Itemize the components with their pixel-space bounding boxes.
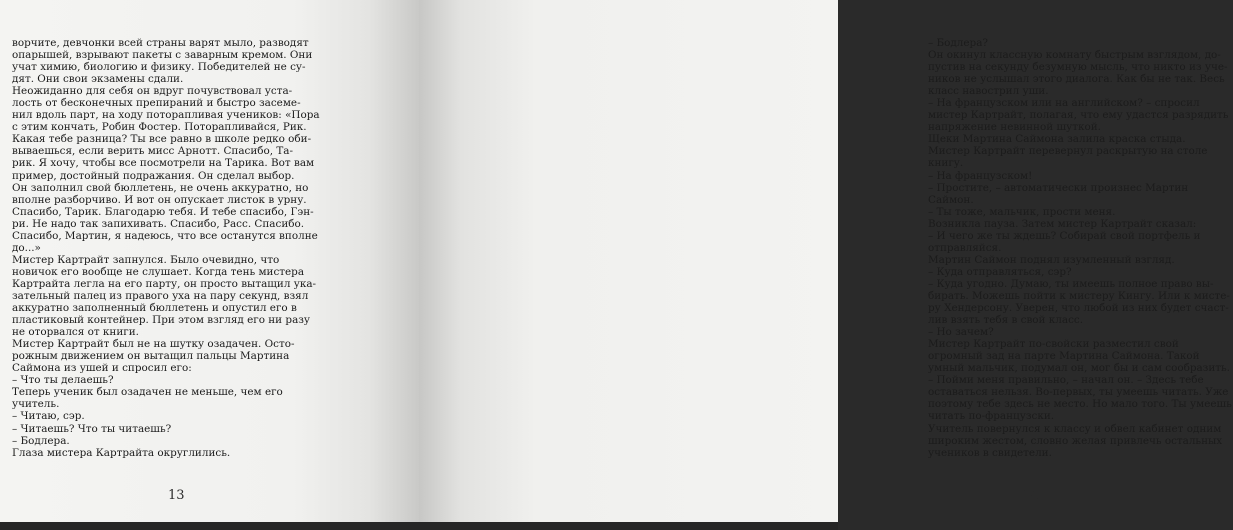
text-line: отправляйся. — [928, 241, 1002, 254]
text-line: Неожиданно для себя он вдруг почувствовал уста- — [12, 85, 293, 98]
text-line: аккуратно заполненный бюллетень и опустил его в — [12, 302, 297, 315]
text-line: читать по-французски. — [928, 410, 1055, 423]
text-line: Глаза мистера Картрайта округлились. — [12, 446, 231, 459]
text-line: ников не услышал этого диалога. Как бы не так. Весь — [928, 73, 1225, 86]
text-line: не оторвался от книги. — [12, 326, 139, 339]
text-line: лив взять тебя в свой класс. — [928, 314, 1084, 327]
text-line: умный мальчик, подумал он, мог бы и сам сообразить. — [928, 362, 1230, 375]
text-line: пластиковый контейнер. При этом взгляд его ни разу — [12, 314, 311, 327]
text-line: нил вдоль парт, на ходу поторапливая учеников: «Пора — [12, 109, 320, 122]
text-line: новичок его вообще не слушает. Когда тень мистера — [12, 265, 305, 278]
text-line: Какая тебе разница? Ты все равно в школе редко оби- — [12, 133, 312, 146]
text-line: огромный зад на парте Мартина Саймона. Такой — [928, 350, 1200, 363]
text-line: учат химию, биологию и физику. Победителей не су- — [12, 61, 306, 74]
text-line: – Бодлера? — [928, 37, 988, 49]
text-line: книгу. — [928, 157, 964, 170]
text-line: вполне разборчиво. И вот он опускает листок в урну. — [12, 193, 307, 206]
text-line: Он окинул классную комнату быстрым взглядом, до- — [928, 49, 1221, 62]
right-page-text — [928, 37, 1233, 459]
text-line: вываешься, если верить мисс Арнотт. Спасибо, Та- — [12, 145, 294, 158]
text-line: – Читаю, сэр. — [12, 410, 85, 423]
text-line: пустив на секунду безумную мысль, что никто из уче- — [928, 61, 1228, 74]
page-number-left: 13 — [168, 488, 185, 503]
right-page — [419, 0, 1232, 522]
text-line: класс навострил уши. — [928, 85, 1049, 98]
text-line: Мартин Саймон поднял изумленный взгляд. — [928, 253, 1175, 266]
text-line: Учитель повернулся к классу и обвел кабинет одним — [928, 422, 1222, 435]
text-line: Саймона из ушей и спросил его: — [12, 362, 192, 375]
text-line: учитель. — [12, 398, 60, 411]
text-line: пример, достойный подражания. Он сделал выбор. — [12, 169, 295, 182]
text-line: – На французском или на английском? – спросил — [928, 97, 1200, 110]
text-line: широким жестом, словно желая привлечь остальных — [928, 434, 1223, 447]
text-line: – Куда угодно. Думаю, ты имеешь полное право вы- — [928, 277, 1214, 290]
text-line: Он заполнил свой бюллетень, не очень аккуратно, но — [12, 181, 309, 194]
text-line: оставаться нельзя. Во-первых, ты умеешь читать. Уже — [928, 386, 1229, 399]
text-line: – Куда отправляться, сэр? — [928, 265, 1072, 278]
text-line: Щеки Мартина Саймона залила краска стыда. — [928, 133, 1186, 146]
text-line: рик. Я хочу, чтобы все посмотрели на Тарика. Вот вам — [12, 157, 315, 170]
text-line: Мистер Картрайт был не на шутку озадачен. Осто- — [12, 338, 295, 351]
text-line: – Читаешь? Что ты читаешь? — [12, 422, 172, 435]
text-line: Картрайта легла на его парту, он просто вытащил ука- — [12, 277, 317, 290]
text-line: зательный палец из правого уха на пару секунд, взял — [12, 289, 309, 302]
text-line: рожным движением он вытащил пальцы Мартина — [12, 350, 290, 363]
left-page-text — [12, 37, 320, 459]
text-line: дят. Они свои экзамены сдали. — [12, 73, 184, 86]
text-line: Мистер Картрайт перевернул раскрытую на столе — [928, 145, 1208, 158]
text-line: мистер Картрайт, полагая, что ему удастся разрядить — [928, 109, 1229, 122]
text-line: – И чего же ты ждешь? Собирай свой портфель и — [928, 229, 1201, 242]
text-line: напряжение невинной шуткой. — [928, 121, 1101, 134]
text-line: – Что ты делаешь? — [12, 374, 114, 387]
text-line: – Но зачем? — [928, 326, 994, 339]
text-line: Теперь ученик был озадачен не меньше, чем его — [12, 386, 283, 399]
text-line: Мистер Картрайт запнулся. Было очевидно, что — [12, 253, 280, 266]
text-line: с этим кончать, Робин Фостер. Поторапливайся, Рик. — [12, 121, 307, 134]
text-line: опарышей, взрывают пакеты с заварным кремом. Они — [12, 49, 313, 62]
text-line: – Пойми меня правильно, – начал он. – Здесь тебе — [928, 374, 1204, 387]
text-line: ри. Не надо так запихивать. Спасибо, Расс. Спасибо. — [12, 217, 305, 230]
text-line: Возникла пауза. Затем мистер Картрайт сказал: — [928, 217, 1197, 230]
page-number-right: 14 — [1022, 488, 1039, 503]
text-line: – На французском! — [928, 169, 1033, 182]
text-line: – Простите, – автоматически произнес Мартин — [928, 181, 1189, 194]
bottom-edge — [0, 522, 838, 530]
text-line: лость от бесконечных препираний и быстро засеме- — [12, 97, 301, 110]
text-line: Спасибо, Тарик. Благодарю тебя. И тебе спасибо, Гэн- — [12, 205, 314, 218]
text-line: – Ты тоже, мальчик, прости меня. — [928, 205, 1116, 218]
text-line: бирать. Можешь пойти к мистеру Кингу. Или к мисте- — [928, 289, 1230, 302]
text-line: ворчите, девчонки всей страны варят мыло, разводят — [12, 37, 309, 49]
text-line: до...» — [12, 241, 41, 254]
text-line: Спасибо, Мартин, я надеюсь, что все останутся вполне — [12, 229, 318, 242]
text-line: учеников в свидетели. — [928, 446, 1052, 459]
text-line: – Бодлера. — [12, 434, 70, 447]
text-line: ру Хендерсону. Уверен, что любой из них будет счаст- — [928, 302, 1229, 315]
left-page — [0, 0, 419, 522]
text-line: поэтому тебе здесь не место. Но мало того. Ты умеешь — [928, 398, 1232, 411]
text-line: Мистер Картрайт по-свойски разместил свой — [928, 338, 1179, 351]
text-line: Саймон. — [928, 193, 974, 206]
